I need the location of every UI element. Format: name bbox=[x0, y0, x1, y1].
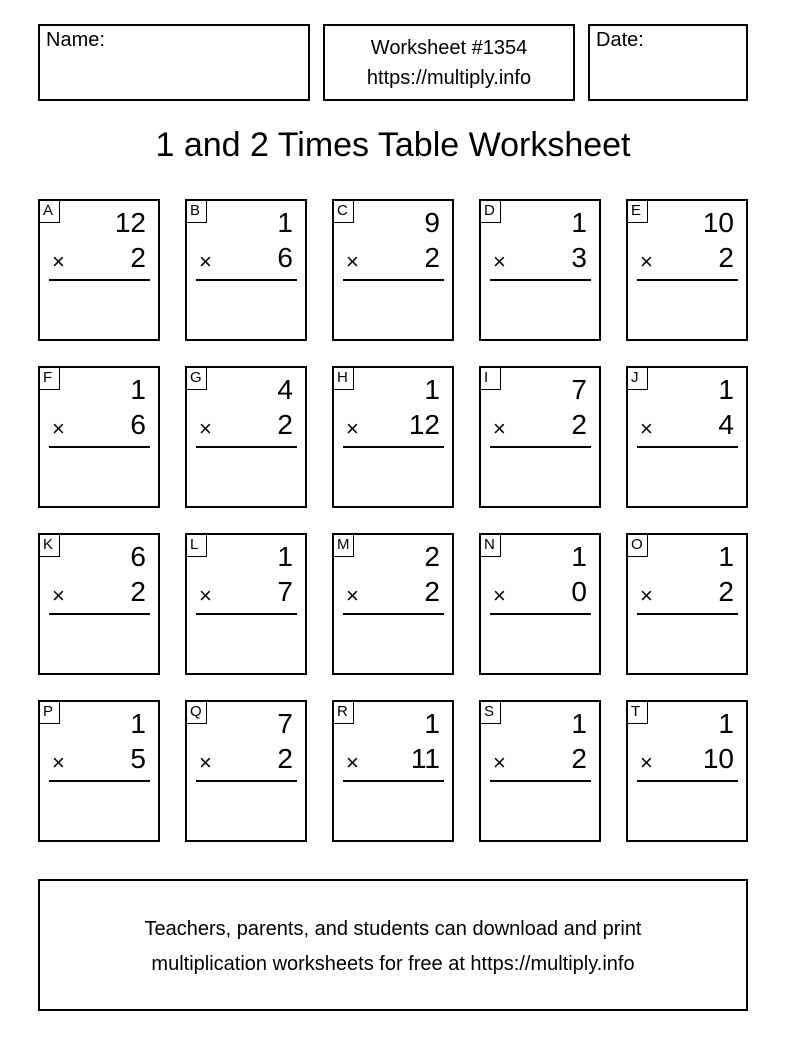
multiplier: 2 bbox=[718, 242, 734, 273]
times-sign: × bbox=[52, 750, 65, 775]
answer-line bbox=[343, 780, 444, 782]
multiplicand: 1 bbox=[130, 374, 146, 405]
name-field-box bbox=[38, 24, 310, 101]
answer-line bbox=[637, 279, 738, 281]
multiplicand: 1 bbox=[277, 541, 293, 572]
multiplier: 0 bbox=[571, 576, 587, 607]
answer-line bbox=[196, 279, 297, 281]
problem-l bbox=[185, 533, 307, 675]
multiplicand: 7 bbox=[571, 374, 587, 405]
multiplicand: 1 bbox=[130, 708, 146, 739]
multiplier: 2 bbox=[718, 576, 734, 607]
times-sign: × bbox=[346, 583, 359, 608]
times-sign: × bbox=[199, 416, 212, 441]
problem-letter: B bbox=[187, 201, 207, 223]
problem-e bbox=[626, 199, 748, 341]
multiplier: 11 bbox=[410, 743, 440, 774]
multiplier: 2 bbox=[277, 409, 293, 440]
multiplier: 5 bbox=[130, 743, 146, 774]
problem-letter: R bbox=[334, 702, 354, 724]
problem-t bbox=[626, 700, 748, 842]
times-sign: × bbox=[493, 583, 506, 608]
problem-h bbox=[332, 366, 454, 508]
worksheet-info-box bbox=[323, 24, 575, 101]
answer-line bbox=[49, 780, 150, 782]
worksheet-url: https://multiply.info bbox=[366, 67, 532, 89]
multiplier: 2 bbox=[130, 242, 146, 273]
answer-line bbox=[637, 613, 738, 615]
answer-line bbox=[196, 446, 297, 448]
answer-line bbox=[49, 613, 150, 615]
times-sign: × bbox=[199, 249, 212, 274]
page-title: 1 and 2 Times Table Worksheet bbox=[155, 126, 631, 164]
multiplier: 6 bbox=[130, 409, 146, 440]
problem-letter: G bbox=[187, 368, 207, 390]
times-sign: × bbox=[199, 750, 212, 775]
footer-line-1: Teachers, parents, and students can download and print bbox=[144, 918, 642, 940]
problem-g bbox=[185, 366, 307, 508]
problem-j bbox=[626, 366, 748, 508]
problem-k bbox=[38, 533, 160, 675]
problem-letter: L bbox=[187, 535, 207, 557]
times-sign: × bbox=[493, 249, 506, 274]
problem-letter: I bbox=[481, 368, 501, 390]
times-sign: × bbox=[640, 750, 653, 775]
problem-letter: D bbox=[481, 201, 501, 223]
problem-f bbox=[38, 366, 160, 508]
multiplier: 10 bbox=[702, 743, 734, 774]
multiplicand: 1 bbox=[277, 207, 293, 238]
answer-line bbox=[490, 279, 591, 281]
worksheet-number: Worksheet #1354 bbox=[370, 37, 528, 59]
multiplier: 2 bbox=[130, 576, 146, 607]
answer-line bbox=[637, 780, 738, 782]
problem-q bbox=[185, 700, 307, 842]
multiplicand: 1 bbox=[718, 374, 734, 405]
problem-letter: M bbox=[334, 535, 354, 557]
multiplicand: 9 bbox=[424, 207, 440, 238]
problem-o bbox=[626, 533, 748, 675]
multiplicand: 10 bbox=[702, 207, 734, 238]
answer-line bbox=[637, 446, 738, 448]
times-sign: × bbox=[640, 249, 653, 274]
problem-letter: P bbox=[40, 702, 60, 724]
problem-letter: J bbox=[628, 368, 648, 390]
problem-letter: K bbox=[40, 535, 60, 557]
answer-line bbox=[490, 446, 591, 448]
multiplier: 2 bbox=[571, 743, 587, 774]
multiplier: 4 bbox=[718, 409, 734, 440]
answer-line bbox=[490, 613, 591, 615]
problem-letter: T bbox=[628, 702, 648, 724]
multiplier: 2 bbox=[424, 242, 440, 273]
multiplier: 2 bbox=[571, 409, 587, 440]
footer-box bbox=[38, 879, 748, 1011]
multiplicand: 7 bbox=[277, 708, 293, 739]
times-sign: × bbox=[346, 249, 359, 274]
answer-line bbox=[49, 279, 150, 281]
multiplicand: 12 bbox=[114, 207, 146, 238]
problem-letter: F bbox=[40, 368, 60, 390]
times-sign: × bbox=[640, 583, 653, 608]
multiplicand: 1 bbox=[718, 708, 734, 739]
multiplicand: 1 bbox=[424, 708, 440, 739]
times-sign: × bbox=[52, 583, 65, 608]
name-label: Name: bbox=[46, 29, 105, 51]
problem-s bbox=[479, 700, 601, 842]
multiplier: 6 bbox=[277, 242, 293, 273]
problem-letter: A bbox=[40, 201, 60, 223]
multiplier: 12 bbox=[408, 409, 440, 440]
date-field-box bbox=[588, 24, 748, 101]
answer-line bbox=[49, 446, 150, 448]
problem-letter: E bbox=[628, 201, 648, 223]
problem-a bbox=[38, 199, 160, 341]
problem-letter: C bbox=[334, 201, 354, 223]
multiplier: 2 bbox=[424, 576, 440, 607]
answer-line bbox=[343, 446, 444, 448]
problem-letter: S bbox=[481, 702, 501, 724]
date-label: Date: bbox=[596, 29, 644, 51]
multiplicand: 1 bbox=[571, 207, 587, 238]
answer-line bbox=[343, 279, 444, 281]
times-sign: × bbox=[640, 416, 653, 441]
multiplier: 2 bbox=[277, 743, 293, 774]
times-sign: × bbox=[493, 750, 506, 775]
times-sign: × bbox=[199, 583, 212, 608]
problem-m bbox=[332, 533, 454, 675]
multiplicand: 1 bbox=[571, 708, 587, 739]
multiplicand: 1 bbox=[424, 374, 440, 405]
multiplicand: 1 bbox=[571, 541, 587, 572]
multiplicand: 4 bbox=[277, 374, 293, 405]
footer-line-2: multiplication worksheets for free at https://multiply.info bbox=[151, 953, 635, 975]
problem-letter: O bbox=[628, 535, 648, 557]
problem-c bbox=[332, 199, 454, 341]
problem-b bbox=[185, 199, 307, 341]
times-sign: × bbox=[346, 416, 359, 441]
answer-line bbox=[196, 613, 297, 615]
answer-line bbox=[196, 780, 297, 782]
answer-line bbox=[343, 613, 444, 615]
multiplicand: 1 bbox=[718, 541, 734, 572]
problem-p bbox=[38, 700, 160, 842]
problem-n bbox=[479, 533, 601, 675]
answer-line bbox=[490, 780, 591, 782]
times-sign: × bbox=[52, 416, 65, 441]
problem-letter: Q bbox=[187, 702, 207, 724]
problem-d bbox=[479, 199, 601, 341]
problem-letter: N bbox=[481, 535, 501, 557]
multiplicand: 2 bbox=[424, 541, 440, 572]
multiplier: 3 bbox=[571, 242, 587, 273]
problem-i bbox=[479, 366, 601, 508]
multiplier: 7 bbox=[277, 576, 293, 607]
times-sign: × bbox=[52, 249, 65, 274]
problem-r bbox=[332, 700, 454, 842]
problem-letter: H bbox=[334, 368, 354, 390]
multiplicand: 6 bbox=[130, 541, 146, 572]
times-sign: × bbox=[493, 416, 506, 441]
times-sign: × bbox=[346, 750, 359, 775]
